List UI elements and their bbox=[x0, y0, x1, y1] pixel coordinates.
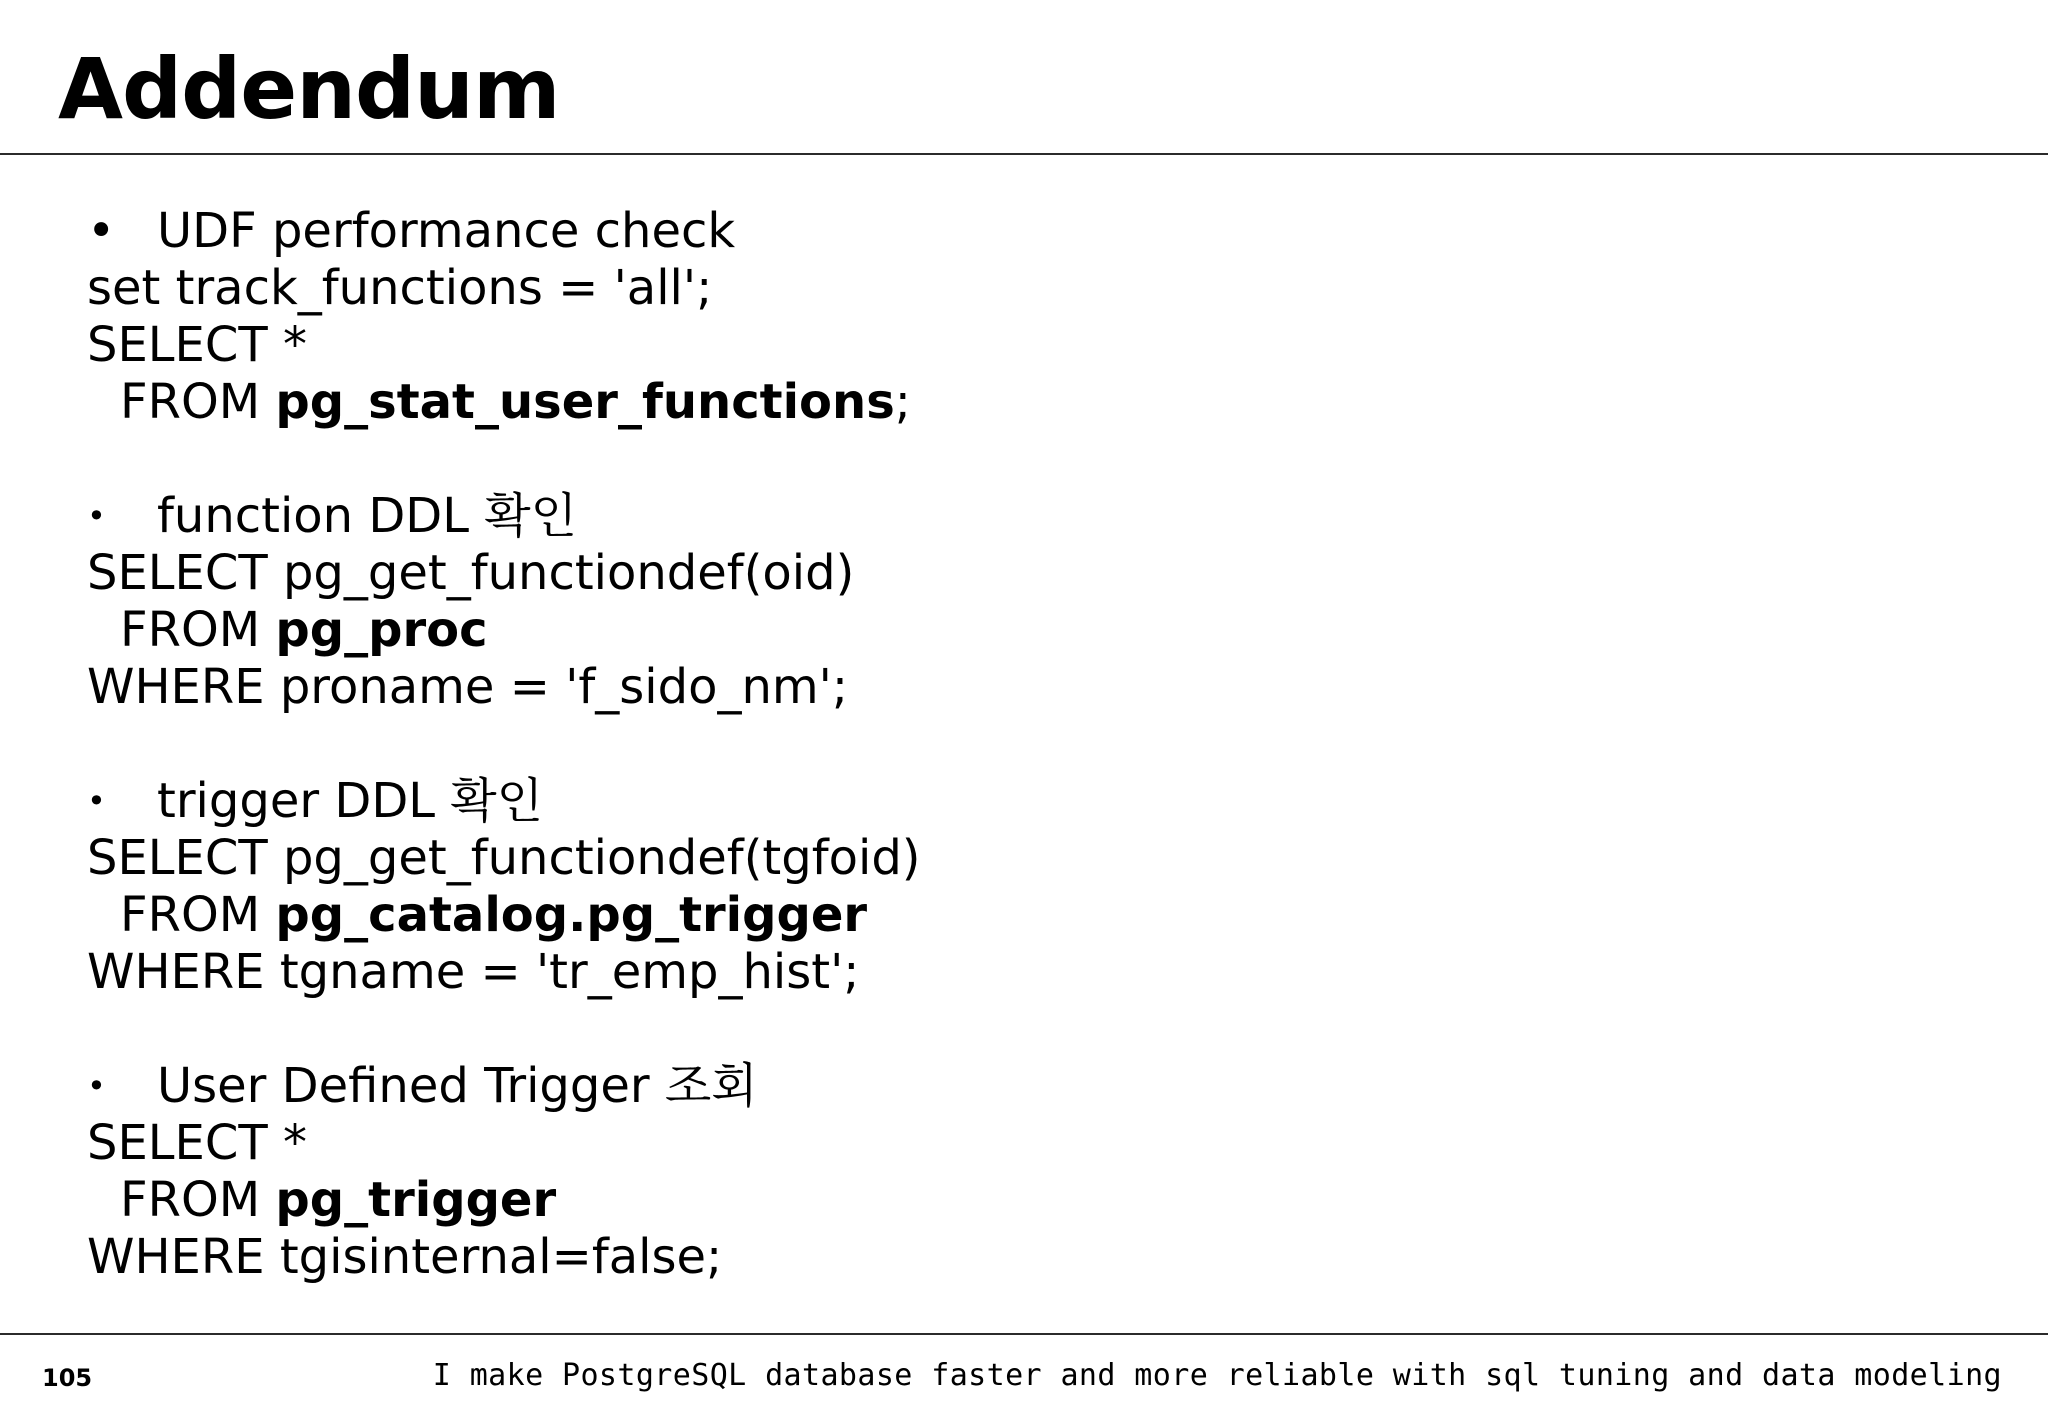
code-text: WHERE tgisinternal=false; bbox=[87, 1229, 723, 1285]
bullet-item bbox=[87, 1058, 1987, 1115]
code-text: WHERE proname = 'f_sido_nm'; bbox=[87, 659, 849, 715]
bullet-dot-icon: • bbox=[87, 203, 116, 259]
bullet-text: trigger DDL 확인 bbox=[157, 773, 544, 829]
code-line bbox=[87, 374, 1987, 431]
bullet-text: UDF performance check bbox=[157, 203, 736, 259]
code-line bbox=[87, 1172, 1987, 1229]
code-line bbox=[87, 317, 1987, 374]
footer-tagline: I make PostgreSQL database faster and more reliable with sql tuning and data modeling bbox=[432, 1358, 2002, 1393]
section-function-ddl bbox=[87, 488, 1987, 716]
code-line bbox=[87, 1115, 1987, 1172]
bullet-text: function DDL 확인 bbox=[157, 488, 577, 544]
bullet-item bbox=[87, 203, 1987, 260]
code-line bbox=[87, 1229, 1987, 1286]
code-line bbox=[87, 260, 1987, 317]
code-table-name: pg_proc bbox=[275, 602, 488, 658]
code-text: FROM bbox=[120, 1172, 276, 1228]
code-text: SELECT * bbox=[87, 1115, 307, 1171]
code-line bbox=[87, 545, 1987, 602]
code-line bbox=[87, 944, 1987, 1001]
code-text: WHERE tgname = 'tr_emp_hist'; bbox=[87, 944, 860, 1000]
code-table-name: pg_catalog.pg_trigger bbox=[275, 887, 868, 943]
code-text: ; bbox=[894, 374, 911, 430]
bullet-dot-icon: • bbox=[87, 1067, 106, 1105]
section-udf-performance bbox=[87, 203, 1987, 431]
code-line bbox=[87, 887, 1987, 944]
code-table-name: pg_stat_user_functions bbox=[275, 374, 895, 430]
slide-body bbox=[87, 203, 1987, 1343]
section-user-defined-trigger bbox=[87, 1058, 1987, 1286]
code-text: set track_functions = 'all'; bbox=[87, 260, 713, 316]
code-text: FROM bbox=[120, 887, 276, 943]
code-line bbox=[87, 602, 1987, 659]
bullet-text: User Defined Trigger 조회 bbox=[157, 1058, 758, 1114]
page-number: 105 bbox=[42, 1364, 93, 1392]
bullet-dot-icon: • bbox=[87, 782, 106, 820]
code-text: SELECT pg_get_functiondef(tgfoid) bbox=[87, 830, 921, 886]
code-text: SELECT pg_get_functiondef(oid) bbox=[87, 545, 855, 601]
bullet-item bbox=[87, 773, 1987, 830]
code-line bbox=[87, 659, 1987, 716]
footer-divider bbox=[0, 1333, 2048, 1335]
title-divider bbox=[0, 153, 2048, 155]
code-table-name: pg_trigger bbox=[275, 1172, 557, 1228]
code-text: FROM bbox=[120, 374, 276, 430]
bullet-item bbox=[87, 488, 1987, 545]
code-line bbox=[87, 830, 1987, 887]
code-text: SELECT * bbox=[87, 317, 307, 373]
code-text: FROM bbox=[120, 602, 276, 658]
slide-title: Addendum bbox=[58, 40, 560, 138]
section-trigger-ddl bbox=[87, 773, 1987, 1001]
bullet-dot-icon: • bbox=[87, 497, 106, 535]
